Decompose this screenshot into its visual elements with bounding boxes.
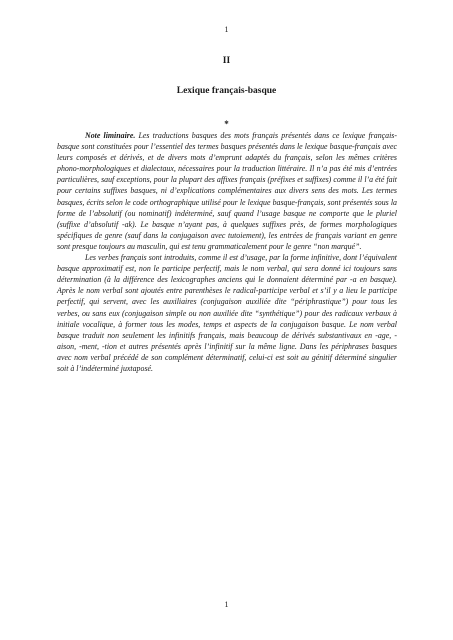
body-text xyxy=(57,130,397,374)
paragraph-1-text: Les traductions basques des mots français présentés dans ce lexique français-basque sont constituées pour l’essentiel des termes basques présentés dans le lexique basque-français avec leurs composés et dérivés, et de divers mots d’emprunt adaptés du français, selon les mêmes critères phono-morphologiques et dialectaux, nécessaires pour la traduction littéraire. Il n’a pas été mis d’entrées particulières, sauf exceptions, pour la plupart des affixes français (préfixes et suffixes) comme il l’a été fait pour certains suffixes basques, ni d’explications complémentaires aux divers sens des mots. Les termes basques, écrits selon le code orthographique utilisé pour le lexique basque-français, sont présentés sous la forme de l’absolutif (ou nominatif) indéterminé, sauf quand l’usage basque ne comporte que le pluriel (suffixe d’absolutif -ak). Le basque n’ayant pas, à quelques suffixes près, de formes morphologiques spécifiques de genre (sauf dans la conjugaison avec tutoiement), les entrées de français variant en genre sont presque toujours au masculin, qui est tenu grammaticalement pour le genre “non marqué”. xyxy=(57,131,397,251)
section-number: II xyxy=(222,56,231,66)
paragraph-note-liminaire xyxy=(57,130,397,252)
page-number-top: 1 xyxy=(224,25,229,34)
paragraph-verbes: Les verbes français sont introduits, comme il est d’usage, par la forme infinitive, dont l’équivalent basque approximatif est, non le participe perfectif, mais le nom verbal, qui sera donné ici toujours sans détermination (à la différence des lexicographes anciens qui le donnaient déterminé par -a en basque). Après le nom verbal sont ajoutés entre parenthèses le radical-participe verbal et s’il y a lieu le participe perfectif, qui servent, avec les auxiliaires (conjugaison auxiliée dite “périphrastique”) pour tous les verbes, ou sans eux (conjugaison simple ou non auxiliée dite “synthétique”) pour des radicaux verbaux à initiale vocalique, à former tous les modes, temps et aspects de la conjugaison basque. Le nom verbal basque traduit non seulement les infinitifs français, mais beaucoup de dérivés substantivaux en -age, -aison, -ment, -tion et autres présentés après l’infinitif sur la même ligne. Dans les périphrases basques avec nom verbal précédé de son complément déterminatif, celui-ci est soit au génitif déterminé singulier soit à l’indéterminé juxtaposé. xyxy=(57,253,397,373)
page-title: Lexique français-basque xyxy=(176,86,277,96)
section-asterisk: * xyxy=(224,119,229,129)
page-number-bottom: 1 xyxy=(224,600,229,609)
paragraph-lead: Note liminaire. xyxy=(85,131,136,140)
